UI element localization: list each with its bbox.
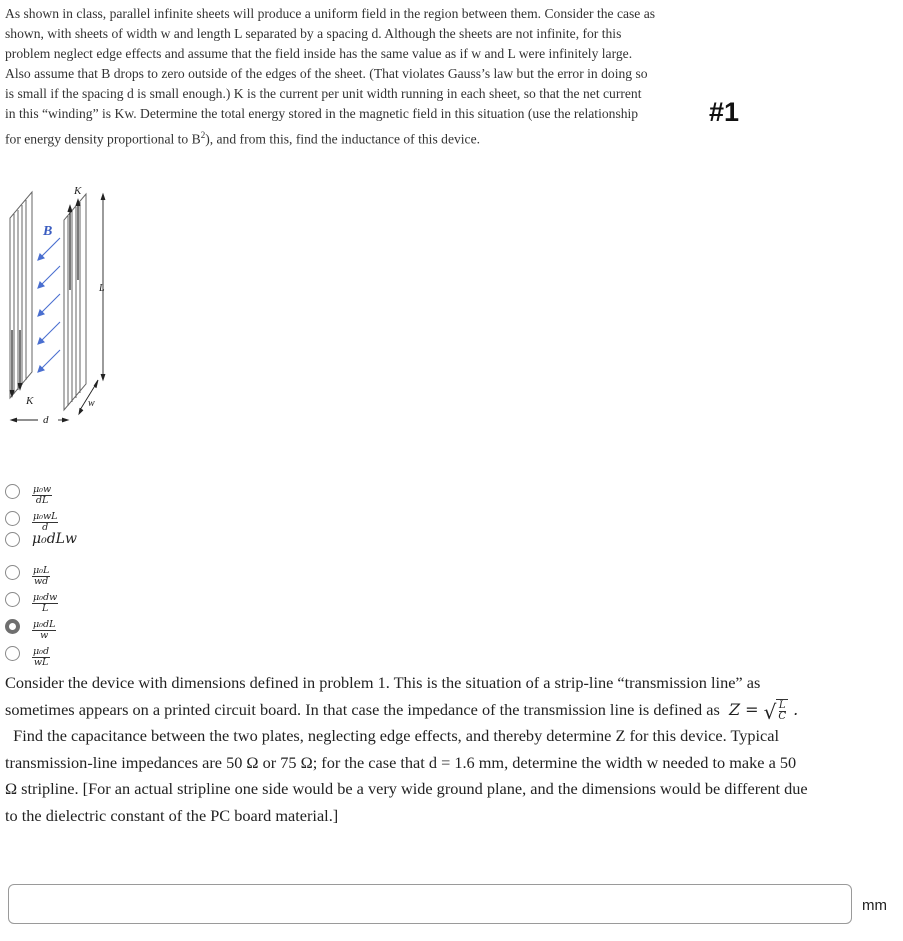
choice-option-7[interactable]: $\frac{\text{μ₀d}}{wL}$ — [5, 639, 50, 668]
radio-button[interactable] — [5, 646, 20, 661]
unit-label: mm — [862, 897, 887, 914]
problem-1-text — [5, 4, 705, 149]
magnetic-field-arrows — [38, 238, 60, 372]
left-sheet-current-arrows — [10, 330, 22, 396]
choice-option-3[interactable]: μ₀dLw — [5, 531, 77, 547]
problem-1-line: in this “winding” is Kw. Determine the total energy stored in the magnetic field in this situation (use the relationship — [5, 106, 639, 122]
label-w: w — [88, 398, 95, 409]
problem-2-line: sometimes appears on a printed circuit board. In that case the impedance of the transmission line is defined as Z = √ L C . — [5, 699, 799, 724]
problem-1-line: As shown in class, parallel infinite sheets will produce a uniform field in the region between them. Consider the case as — [5, 6, 656, 21]
choice-option-1[interactable]: $\frac{\text{μ₀w}}{dL}$ — [5, 477, 52, 506]
problem-2-line: Consider the device with dimensions defined in problem 1. This is the situation of a strip-line “transmission line” as — [5, 673, 761, 692]
label-k-bottom: K — [26, 395, 34, 407]
spacing-dimension — [11, 418, 68, 422]
choice-option-2[interactable]: $\frac{\text{μ₀wL}}{d}$ — [5, 504, 58, 533]
problem-number: #1 — [709, 97, 740, 127]
radio-button-selected[interactable] — [5, 619, 20, 634]
radio-button[interactable] — [5, 484, 20, 499]
radio-button[interactable] — [5, 565, 20, 580]
radio-button[interactable] — [5, 511, 20, 526]
problem-2-text — [5, 670, 897, 829]
choice-option-4[interactable]: $\frac{\text{μ₀L}}{wd}$ — [5, 558, 50, 587]
problem-2-line: Ω stripline. [For an actual stripline one side would be a very wide ground plane, and the dimensions would be different due — [5, 779, 808, 798]
label-k-top: K — [74, 185, 82, 197]
problem-2-line: Find the capacitance between the two plates, neglecting edge effects, and thereby determine Z for this device. Typical — [5, 726, 780, 745]
radio-button[interactable] — [5, 532, 20, 547]
left-sheet — [10, 192, 32, 398]
right-sheet — [64, 194, 86, 410]
problem-2-line: transmission-line impedances are 50 Ω or 75 Ω; for the case that d = 1.6 mm, determine the width w needed to make a 50 — [5, 752, 797, 772]
radio-button[interactable] — [5, 592, 20, 607]
impedance-formula: Z = √ L C . — [728, 699, 799, 724]
parallel-sheets-diagram — [0, 180, 120, 430]
problem-2-line: to the dielectric constant of the PC board material.] — [5, 805, 339, 825]
problem-1-line: Also assume that B drops to zero outside of the edges of the sheet. (That violates Gauss’s law but the error in doing so — [5, 66, 648, 82]
problem-1-line-last: for energy density proportional to $B^2$), and from this, find the inductance of this device. — [5, 129, 481, 147]
problem-1-line: problem neglect edge effects and assume that the field inside has the same value as if w and L were infinitely large. — [5, 46, 633, 62]
choice-option-6[interactable]: $\frac{\text{μ₀dL}}{w}$ — [5, 612, 56, 641]
label-l: L — [99, 283, 105, 294]
answer-input[interactable] — [8, 884, 852, 924]
problem-1-line: shown, with sheets of width w and length L separated by a spacing d. Although the sheets are not infinite, for this — [5, 26, 622, 42]
choice-option-5[interactable]: $\frac{\text{μ₀dw}}{L}$ — [5, 585, 58, 614]
label-d: d — [43, 414, 49, 426]
label-b: B — [43, 224, 53, 239]
problem-1-line: is small if the spacing d is small enough.) K is the current per unit width running in each sheet, so that the net current — [5, 86, 642, 102]
right-sheet-current-arrows — [68, 200, 80, 290]
